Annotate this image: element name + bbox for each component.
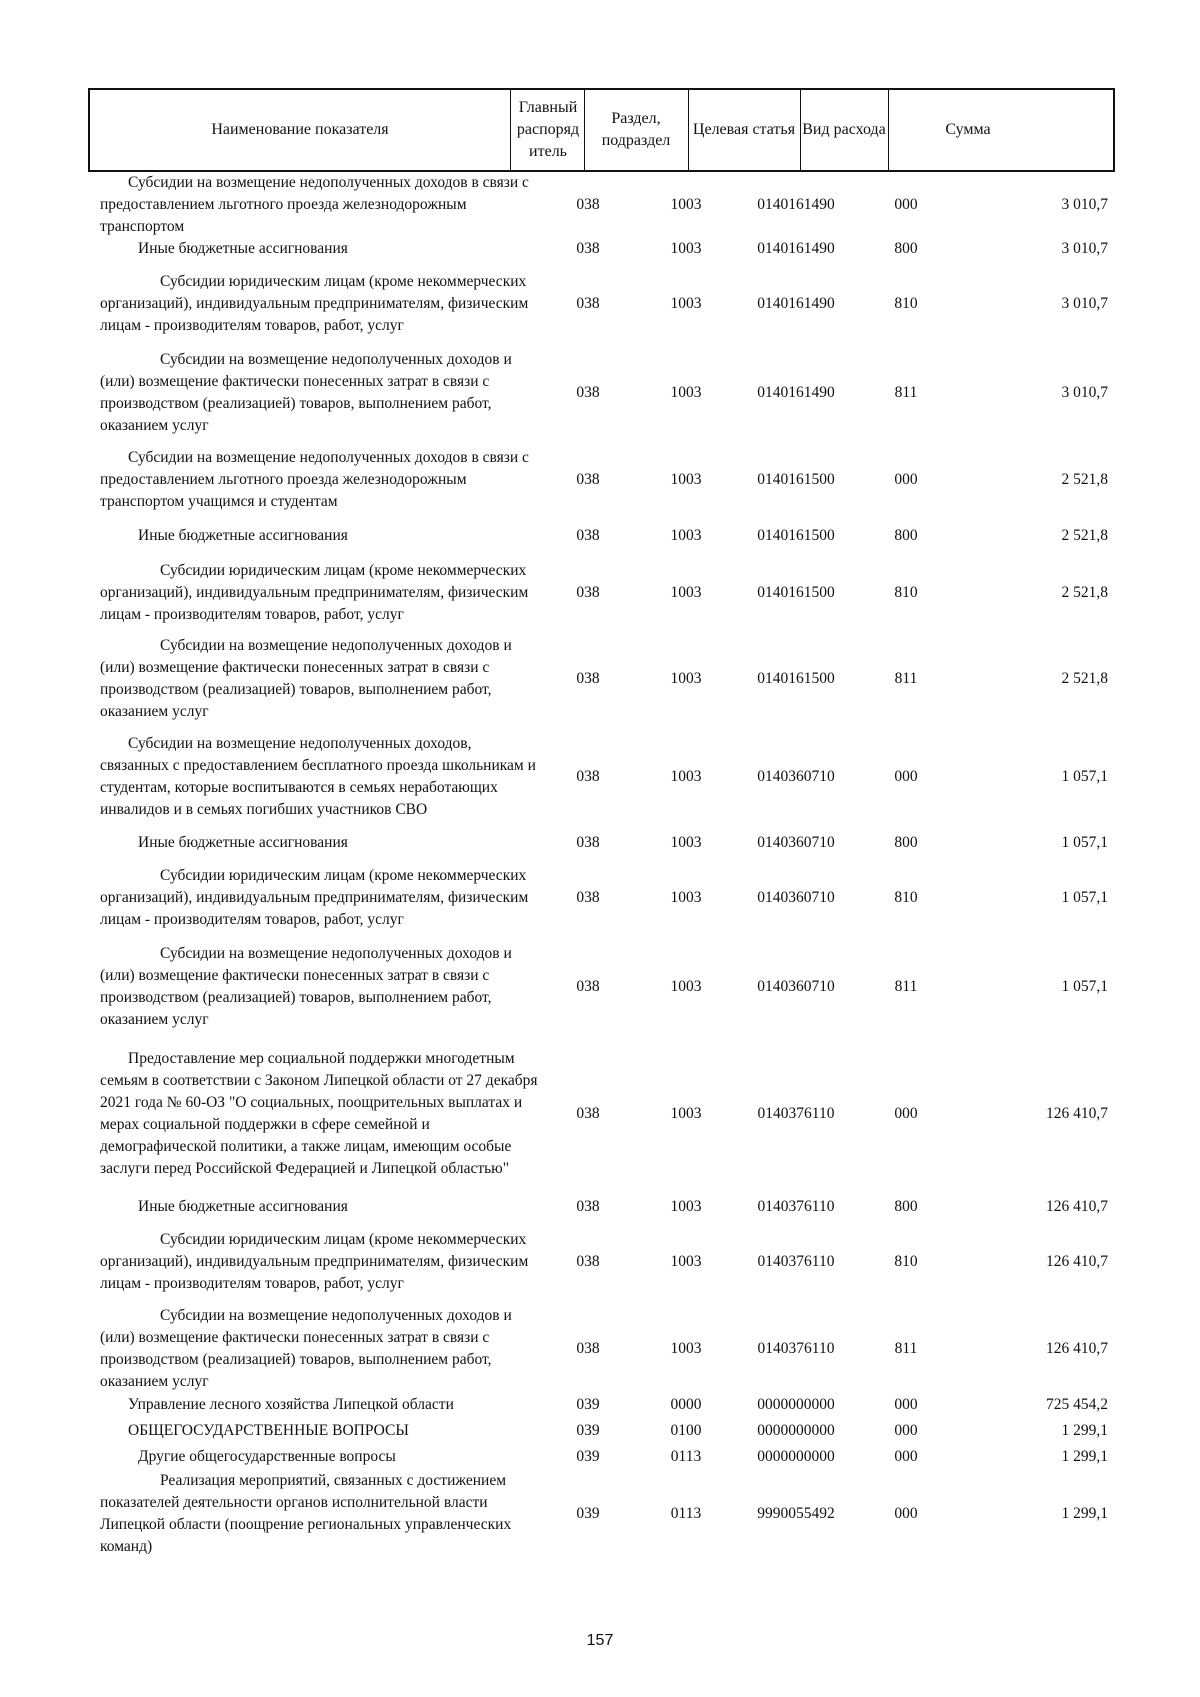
row-summa: 1 299,1: [1061, 1448, 1108, 1465]
row-vid: 800: [894, 834, 918, 851]
row-summa: 3 010,7: [1061, 240, 1108, 257]
row-name: Субсидии юридическим лицам (кроме некоммерческих организаций), индивидуальным предпринимателям, физическим лицам - производителям товаров, работ, услуг: [100, 562, 529, 623]
row-vid: 000: [894, 1422, 918, 1439]
row-summa: 2 521,8: [1061, 670, 1108, 687]
row-razdel: 1003: [670, 768, 702, 785]
row-glavny: 039: [576, 1448, 600, 1465]
table-row: [88, 854, 1115, 942]
row-celevaya: 0000000000: [757, 1422, 835, 1439]
row-name: Субсидии на возмещение недополученных доходов и (или) возмещение фактически понесенных затрат в связи с производством (реализацией) товаров, выполнением работ, оказанием услуг: [100, 637, 512, 720]
row-celevaya: 0140360710: [757, 889, 835, 906]
row-name: Субсидии на возмещение недополученных доходов и (или) возмещение фактически понесенных затрат в связи с производством (реализацией) товаров, выполнением работ, оказанием услуг: [100, 1307, 512, 1390]
row-razdel: 0113: [670, 1505, 702, 1522]
row-celevaya: 0140376110: [757, 1198, 835, 1215]
table-row: [88, 1306, 1115, 1392]
table-row: [88, 1032, 1115, 1196]
row-summa: 2 521,8: [1061, 584, 1108, 601]
row-name: Субсидии юридическим лицам (кроме некоммерческих организаций), индивидуальным предпринимателям, физическим лицам - производителям товаров, работ, услуг: [100, 273, 529, 334]
row-glavny: 039: [576, 1505, 600, 1522]
row-name: Субсидии на возмещение недополученных доходов, связанных с предоставлением бесплатного проезда школьникам и студентам, которые воспитываются в семьях неработающих инвалидов и в семьях погибших участников СВО: [100, 735, 536, 818]
row-razdel: 0113: [670, 1448, 702, 1465]
row-glavny: 038: [576, 384, 600, 401]
row-summa: 126 410,7: [1046, 1198, 1108, 1215]
table-row: [88, 1418, 1115, 1444]
row-summa: 126 410,7: [1046, 1105, 1108, 1122]
header-summa: Сумма: [945, 121, 991, 138]
row-razdel: 1003: [670, 295, 702, 312]
row-celevaya: 0140376110: [757, 1253, 835, 1270]
table-row: [88, 1444, 1115, 1470]
row-razdel: 1003: [670, 240, 702, 257]
row-summa: 1 057,1: [1061, 889, 1108, 906]
header-name: Наименование показателя: [211, 121, 389, 138]
row-glavny: 038: [576, 240, 600, 257]
row-celevaya: 0140161500: [757, 527, 835, 544]
row-celevaya: 0140376110: [757, 1340, 835, 1357]
row-glavny: 038: [576, 527, 600, 544]
row-name: Субсидии на возмещение недополученных доходов и (или) возмещение фактически понесенных затрат в связи с производством (реализацией) товаров, выполнением работ, оказанием услуг: [100, 351, 512, 434]
row-glavny: 039: [576, 1396, 600, 1413]
table-row: [88, 722, 1115, 832]
row-vid: 800: [894, 527, 918, 544]
row-celevaya: 0140161490: [757, 196, 835, 213]
row-glavny: 038: [576, 834, 600, 851]
row-vid: 811: [894, 978, 918, 995]
header-razdel: Раздел, подраздел: [601, 110, 671, 149]
row-summa: 1 057,1: [1061, 978, 1108, 995]
row-razdel: 1003: [670, 889, 702, 906]
row-celevaya: 0000000000: [757, 1448, 835, 1465]
row-glavny: 038: [576, 1198, 600, 1215]
row-razdel: 1003: [670, 1105, 702, 1122]
row-glavny: 039: [576, 1422, 600, 1439]
row-summa: 3 010,7: [1061, 295, 1108, 312]
row-vid: 000: [894, 1396, 918, 1413]
row-vid: 810: [894, 1253, 918, 1270]
table-row: [88, 1392, 1115, 1418]
row-razdel: 1003: [670, 584, 702, 601]
row-summa: 1 057,1: [1061, 768, 1108, 785]
row-name: Субсидии юридическим лицам (кроме некоммерческих организаций), индивидуальным предпринимателям, физическим лицам - производителям товаров, работ, услуг: [100, 867, 529, 928]
row-glavny: 038: [576, 1253, 600, 1270]
row-razdel: 1003: [670, 471, 702, 488]
row-vid: 000: [894, 1105, 918, 1122]
table-body: [88, 172, 1115, 1558]
row-name: Субсидии на возмещение недополученных доходов в связи с предоставлением льготного проезда железнодорожным транспортом учащимся и студентам: [100, 449, 529, 510]
row-vid: 800: [894, 240, 918, 257]
row-glavny: 038: [576, 471, 600, 488]
row-glavny: 038: [576, 1105, 600, 1122]
table-row: [88, 636, 1115, 722]
row-name: Реализация мероприятий, связанных с достижением показателей деятельности органов исполнительной власти Липецкой области (поощрение региональных управленческих команд): [100, 1472, 512, 1555]
row-vid: 000: [894, 471, 918, 488]
row-glavny: 038: [576, 889, 600, 906]
row-razdel: 1003: [670, 196, 702, 213]
table-row: [88, 942, 1115, 1032]
row-celevaya: 0140161500: [757, 670, 835, 687]
row-celevaya: 0140161500: [757, 471, 835, 488]
row-celevaya: 9990055492: [757, 1505, 835, 1522]
row-razdel: 1003: [670, 834, 702, 851]
row-name: Предоставление мер социальной поддержки многодетным семьям в соответствии с Законом Липецкой области от 27 декабря 2021 года № 60-ОЗ "О социальных, поощрительных выплатах и мерах социальной поддержки в сфере семейной и демографической политики, а также лицам, имеющим особые заслуги перед Российской Федерацией и Липецкой областью": [100, 1050, 538, 1177]
row-razdel: 1003: [670, 978, 702, 995]
table-row: [88, 1196, 1115, 1218]
row-summa: 1 299,1: [1061, 1505, 1108, 1522]
row-celevaya: 0140360710: [757, 834, 835, 851]
row-vid: 000: [894, 1448, 918, 1465]
row-vid: 810: [894, 584, 918, 601]
row-vid: 810: [894, 889, 918, 906]
row-vid: 810: [894, 295, 918, 312]
table-header: [88, 88, 1115, 172]
row-razdel: 1003: [670, 527, 702, 544]
row-vid: 811: [894, 1340, 918, 1357]
row-razdel: 1003: [670, 1253, 702, 1270]
table-row: [88, 1470, 1115, 1558]
row-name: Другие общегосударственные вопросы: [138, 1448, 396, 1465]
row-razdel: 1003: [670, 1340, 702, 1357]
header-vid: Вид расхода: [802, 121, 886, 138]
row-razdel: 1003: [670, 1198, 702, 1215]
row-vid: 811: [894, 384, 918, 401]
row-glavny: 038: [576, 295, 600, 312]
table-row: [88, 832, 1115, 854]
row-celevaya: 0140376110: [757, 1105, 835, 1122]
row-glavny: 038: [576, 1340, 600, 1357]
row-summa: 1 057,1: [1061, 834, 1108, 851]
row-celevaya: 0140360710: [757, 768, 835, 785]
row-razdel: 1003: [670, 384, 702, 401]
table-row: [88, 1218, 1115, 1306]
header-glavny: Главный распоряд итель: [516, 99, 580, 160]
row-vid: 800: [894, 1198, 918, 1215]
row-summa: 1 299,1: [1061, 1422, 1108, 1439]
row-name: Субсидии юридическим лицам (кроме некоммерческих организаций), индивидуальным предпринимателям, физическим лицам - производителям товаров, работ, услуг: [100, 1231, 529, 1292]
row-celevaya: 0140360710: [757, 978, 835, 995]
table-row: [88, 172, 1115, 238]
row-name: Иные бюджетные ассигнования: [138, 1198, 348, 1215]
row-vid: 811: [894, 670, 918, 687]
row-celevaya: 0140161490: [757, 384, 835, 401]
row-name: Иные бюджетные ассигнования: [138, 240, 348, 257]
row-celevaya: 0000000000: [757, 1396, 835, 1413]
table-row: [88, 522, 1115, 550]
row-summa: 3 010,7: [1061, 196, 1108, 213]
table-row: [88, 238, 1115, 260]
row-name: Иные бюджетные ассигнования: [138, 527, 348, 544]
row-glavny: 038: [576, 196, 600, 213]
row-summa: 126 410,7: [1046, 1253, 1108, 1270]
row-razdel: 0100: [670, 1422, 702, 1439]
row-summa: 126 410,7: [1046, 1340, 1108, 1357]
row-vid: 000: [894, 1505, 918, 1522]
row-celevaya: 0140161500: [757, 584, 835, 601]
row-glavny: 038: [576, 978, 600, 995]
table-row: [88, 260, 1115, 348]
row-vid: 000: [894, 768, 918, 785]
row-celevaya: 0140161490: [757, 240, 835, 257]
row-summa: 725 454,2: [1046, 1396, 1108, 1413]
row-summa: 3 010,7: [1061, 384, 1108, 401]
row-name: Субсидии на возмещение недополученных доходов в связи с предоставлением льготного проезда железнодорожным транспортом: [100, 174, 529, 235]
row-celevaya: 0140161490: [757, 295, 835, 312]
row-glavny: 038: [576, 584, 600, 601]
row-name: Управление лесного хозяйства Липецкой области: [128, 1396, 454, 1413]
row-summa: 2 521,8: [1061, 471, 1108, 488]
page-number: 157: [586, 1632, 614, 1649]
table-row: [88, 438, 1115, 522]
row-name: Иные бюджетные ассигнования: [138, 834, 348, 851]
row-name: ОБЩЕГОСУДАРСТВЕННЫЕ ВОПРОСЫ: [128, 1422, 409, 1439]
table-row: [88, 550, 1115, 636]
row-name: Субсидии на возмещение недополученных доходов и (или) возмещение фактически понесенных затрат в связи с производством (реализацией) товаров, выполнением работ, оказанием услуг: [100, 945, 512, 1028]
header-celevaya: Целевая статья: [692, 121, 796, 138]
row-razdel: 1003: [670, 670, 702, 687]
table-row: [88, 348, 1115, 438]
row-glavny: 038: [576, 670, 600, 687]
row-razdel: 0000: [670, 1396, 702, 1413]
row-summa: 2 521,8: [1061, 527, 1108, 544]
row-glavny: 038: [576, 768, 600, 785]
row-vid: 000: [894, 196, 918, 213]
